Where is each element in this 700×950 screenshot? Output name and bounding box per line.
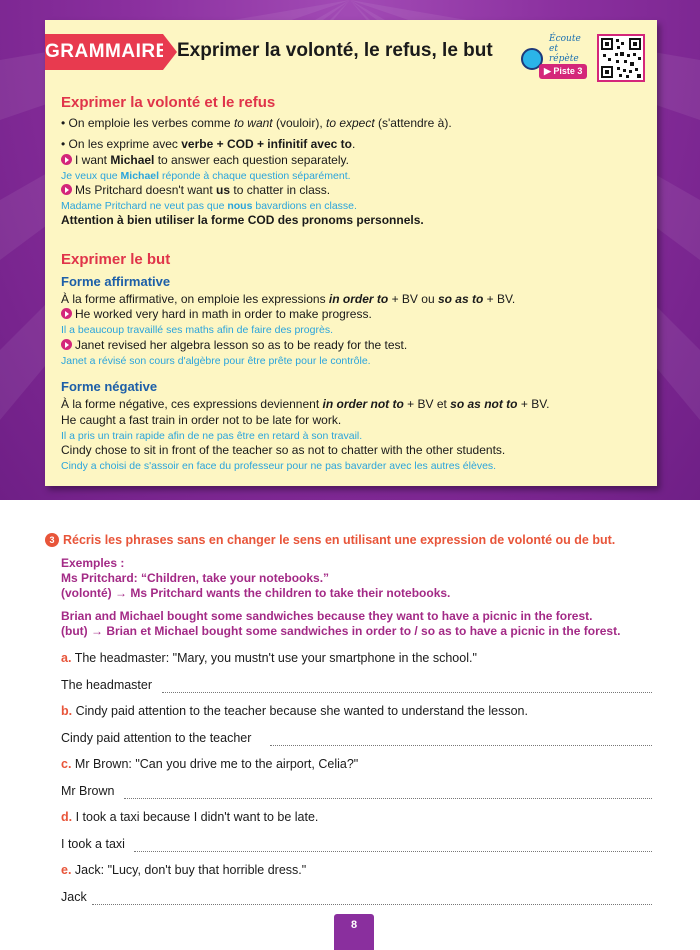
exercise-number: 3 [45, 533, 59, 547]
question-e: e. Jack: "Lucy, don't buy that horrible dress." [61, 863, 307, 877]
affirmative-example-2: Janet revised her algebra lesson so as to be ready for the test. [61, 338, 407, 353]
attention-note: Attention à bien utiliser la forme COD des pronoms personnels. [61, 213, 424, 227]
answer-line-b[interactable] [270, 733, 652, 746]
exercise-instruction: 3 Récris les phrases sans en changer le sens en utilisant une expression de volonté ou de but. [45, 533, 615, 547]
example2-line2: (but) → Brian et Michael bought some sandwiches in order to / so as to have a picnic in the forest. [61, 624, 621, 638]
question-d: d. I took a taxi because I didn't want to be late. [61, 810, 319, 824]
rule-line-2: • On les exprime avec verbe + COD + infinitif avec to. [61, 137, 356, 151]
qr-code-icon[interactable] [597, 34, 645, 82]
example1-line2: (volonté) → Ms Pritchard wants the children to take their notebooks. [61, 586, 451, 600]
answer-line-e[interactable] [92, 892, 652, 905]
subheading-negative: Forme négative [61, 379, 158, 394]
play-icon[interactable] [61, 339, 72, 350]
audio-badge[interactable] [521, 34, 591, 82]
answer-start-a: The headmaster [61, 678, 153, 692]
translation-2: Madame Pritchard ne veut pas que nous bavardions en classe. [61, 200, 357, 212]
answer-line-a[interactable] [162, 680, 652, 693]
examples-label: Exemples : [61, 556, 125, 570]
section-heading-volonte: Exprimer la volonté et le refus [61, 94, 276, 111]
example-1: I want Michael to answer each question separately. [61, 153, 349, 168]
negative-rule: À la forme négative, ces expressions deviennent in order not to + BV et so as not to + BV. [61, 397, 550, 411]
track-label: Piste 3 [553, 66, 583, 76]
track-button[interactable]: ▶ Piste 3 [539, 64, 587, 79]
answer-start-d: I took a taxi [61, 837, 125, 851]
answer-start-b: Cindy paid attention to the teacher [61, 731, 252, 745]
play-icon[interactable] [61, 154, 72, 165]
question-b: b. Cindy paid attention to the teacher because she wanted to understand the lesson. [61, 704, 528, 718]
example2-line1: Brian and Michael bought some sandwiches because they want to have a picnic in the forest. [61, 609, 593, 623]
answer-line-c[interactable] [124, 786, 652, 799]
example-2: Ms Pritchard doesn't want us to chatter in class. [61, 183, 330, 198]
section-heading-but: Exprimer le but [61, 251, 171, 268]
affirmative-example-1: He worked very hard in math in order to make progress. [61, 307, 372, 322]
negative-example-2: Cindy chose to sit in front of the teacher so as not to chatter with the other students. [61, 443, 506, 457]
qr-pattern [599, 36, 643, 80]
grammar-tab: GRAMMAIRE [45, 34, 163, 70]
question-a: a. The headmaster: "Mary, you mustn't use your smartphone in the school." [61, 651, 477, 665]
answer-line-d[interactable] [134, 839, 652, 852]
negative-translation-2: Cindy a choisi de s'assoir en face du professeur pour ne pas bavarder avec les autres élèves. [61, 460, 497, 472]
affirmative-rule: À la forme affirmative, on emploie les expressions in order to + BV ou so as to + BV. [61, 292, 516, 306]
question-c: c. Mr Brown: "Can you drive me to the airport, Celia?" [61, 757, 359, 771]
example1-line1: Ms Pritchard: “Children, take your notebooks.” [61, 571, 330, 585]
play-icon[interactable] [61, 308, 72, 319]
translation-1: Je veux que Michael réponde à chaque question séparément. [61, 170, 351, 182]
play-icon[interactable] [61, 184, 72, 195]
negative-translation-1: Il a pris un train rapide afin de ne pas être en retard à son travail. [61, 430, 363, 442]
subheading-affirmative: Forme affirmative [61, 274, 171, 289]
page-title: Exprimer la volonté, le refus, le but [177, 40, 493, 61]
affirmative-translation-2: Janet a révisé son cours d'algèbre pour être prête pour le contrôle. [61, 355, 371, 367]
negative-example-1: He caught a fast train in order not to be late for work. [61, 413, 342, 427]
answer-start-e: Jack [61, 890, 87, 904]
audio-label: Écoute et répète [549, 34, 581, 64]
affirmative-translation-1: Il a beaucoup travaillé ses maths afin de faire des progrès. [61, 324, 333, 336]
page-number: 8 [334, 914, 374, 950]
rule-line-1: • On emploie les verbes comme to want (vouloir), to expect (s'attendre à). [61, 116, 452, 130]
answer-start-c: Mr Brown [61, 784, 115, 798]
